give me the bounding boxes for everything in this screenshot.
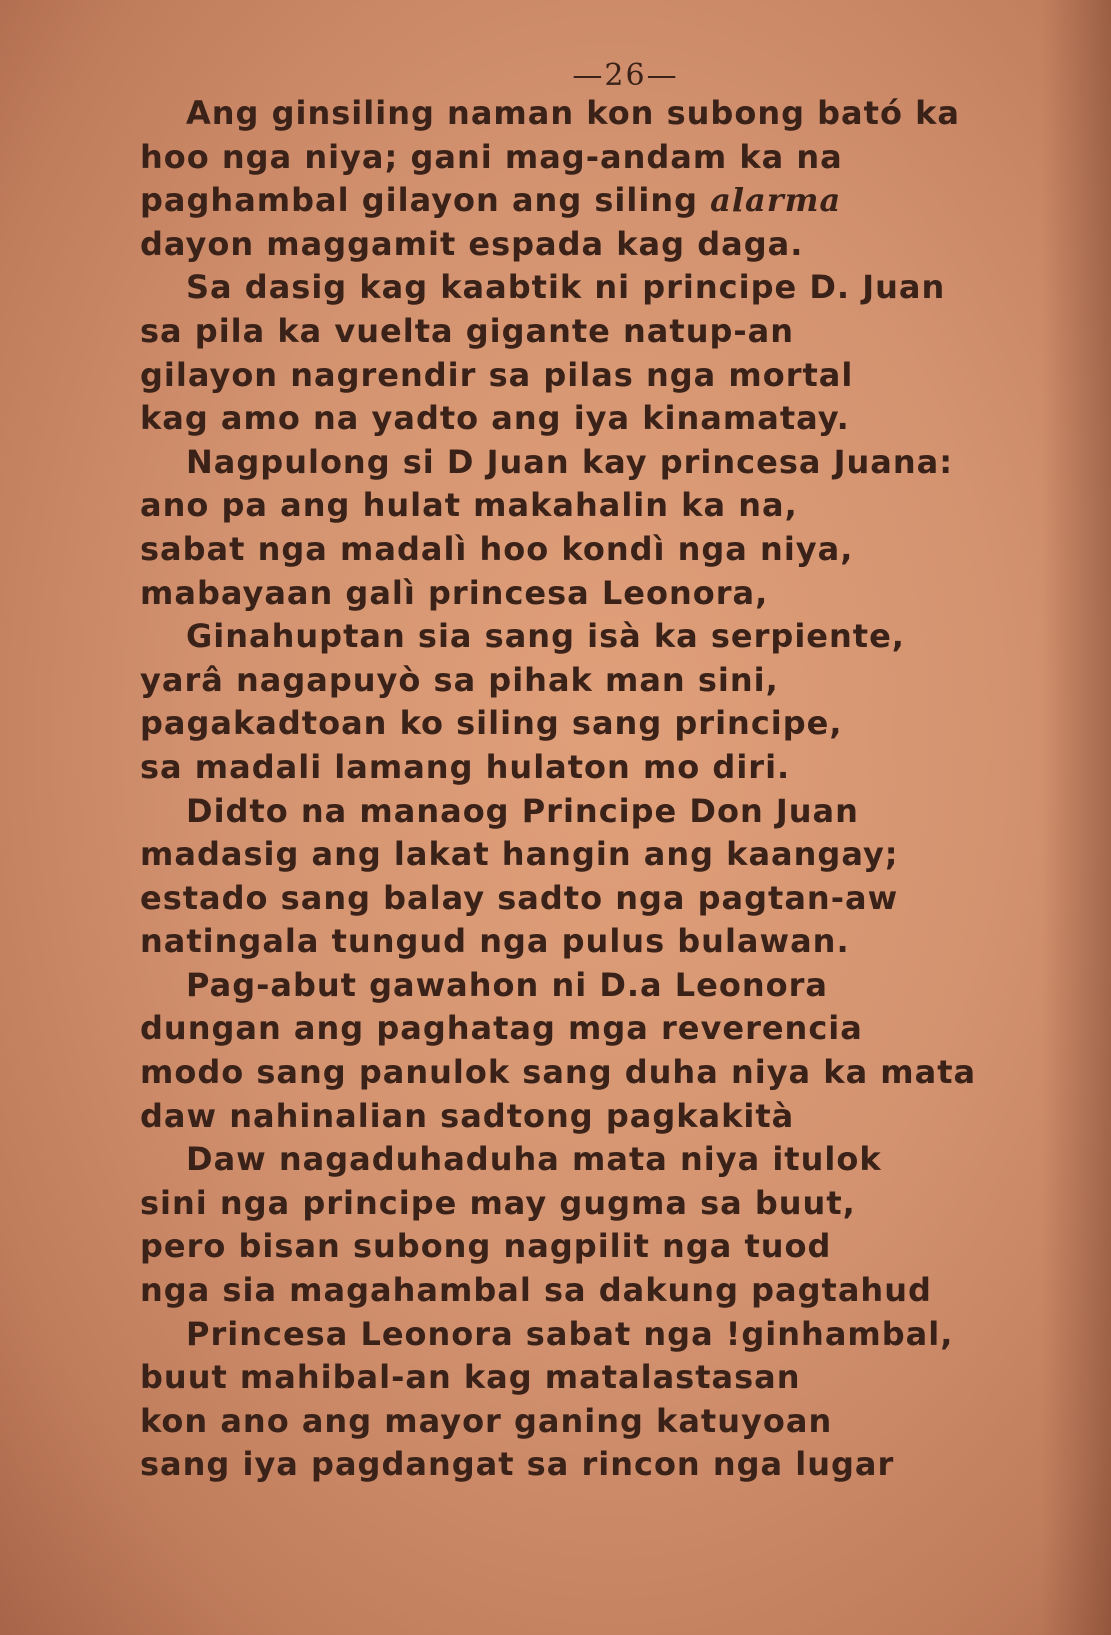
verse-line: dayon maggamit espada kag daga. (140, 224, 804, 263)
verse-line: sa madali lamang hulaton mo diri. (140, 747, 791, 786)
verse-line: mabayaan galì princesa Leonora, (140, 573, 769, 612)
verse-line: Princesa Leonora sabat nga !ginhambal, (186, 1314, 954, 1353)
stanza-5 (140, 790, 1040, 964)
verse-line: pagakadtoan ko siling sang principe, (140, 704, 843, 743)
verse-line: modo sang panulok sang duha niya ka mata (140, 1053, 977, 1092)
verse-line: estado sang balay sadto nga pagtan-aw (140, 878, 899, 917)
stanza-7 (140, 1138, 1040, 1312)
verse-line: hoo nga niya; gani mag-andam ka na (140, 137, 843, 176)
verse-line: madasig ang lakat hangin ang kaangay; (140, 835, 899, 874)
verse-line: daw nahinalian sadtong pagkakità (140, 1096, 795, 1135)
stanza-3 (140, 441, 1040, 615)
stanza-1 (140, 92, 1040, 266)
verse-line: kag amo na yadto ang iya kinamatay. (140, 399, 850, 438)
verse-line (140, 179, 1040, 223)
verse-line: Ginahuptan sia sang isà ka serpiente, (186, 617, 905, 656)
verse-line: sa pila ka vuelta gigante natup-an (140, 311, 795, 350)
verse-line: natingala tungud nga pulus bulawan. (140, 922, 850, 961)
verse-line: Nagpulong si D Juan kay princesa Juana: (186, 442, 954, 481)
verse-line: dungan ang paghatag mga reverencia (140, 1009, 863, 1048)
verse-line: Pag-abut gawahon ni D.a Leonora (186, 965, 828, 1004)
stanza-6 (140, 964, 1040, 1138)
verse-line: Didto na manaog Principe Don Juan (186, 791, 859, 830)
page-number-text: —26— (572, 58, 679, 93)
verse-line: buut mahibal-an kag matalastasan (140, 1358, 801, 1397)
page-edge-shadow (1041, 0, 1111, 1635)
verse-body (140, 92, 1040, 1487)
verse-line: Sa dasig kag kaabtik ni principe D. Juan (186, 268, 946, 307)
verse-line: yarâ nagapuyò sa pihak man sini, (140, 660, 779, 699)
verse-line: kon ano ang mayor ganing katuyoan (140, 1401, 833, 1440)
italic-word: alarma (710, 181, 842, 220)
verse-line: sabat nga madalì hoo kondì nga niya, (140, 529, 854, 568)
stanza-2 (140, 266, 1040, 440)
verse-line: ano pa ang hulat makahalin ka na, (140, 486, 798, 525)
verse-line: Ang ginsiling naman kon subong bató ka (186, 94, 960, 132)
verse-line: gilayon nagrendir sa pilas nga mortal (140, 355, 854, 394)
verse-line: nga sia magahambal sa dakung pagtahud (140, 1271, 932, 1310)
verse-line: Daw nagaduhaduha mata niya itulok (186, 1140, 882, 1179)
verse-line: sini nga principe may gugma sa buut, (140, 1183, 856, 1222)
stanza-4 (140, 615, 1040, 789)
verse-line: sang iya pagdangat sa rincon nga lugar (140, 1445, 895, 1484)
stanza-8 (140, 1313, 1040, 1487)
page-number (40, 58, 1111, 93)
verse-line-text: paghambal gilayon ang siling (140, 181, 711, 220)
verse-line: pero bisan subong nagpilit nga tuod (140, 1227, 832, 1266)
